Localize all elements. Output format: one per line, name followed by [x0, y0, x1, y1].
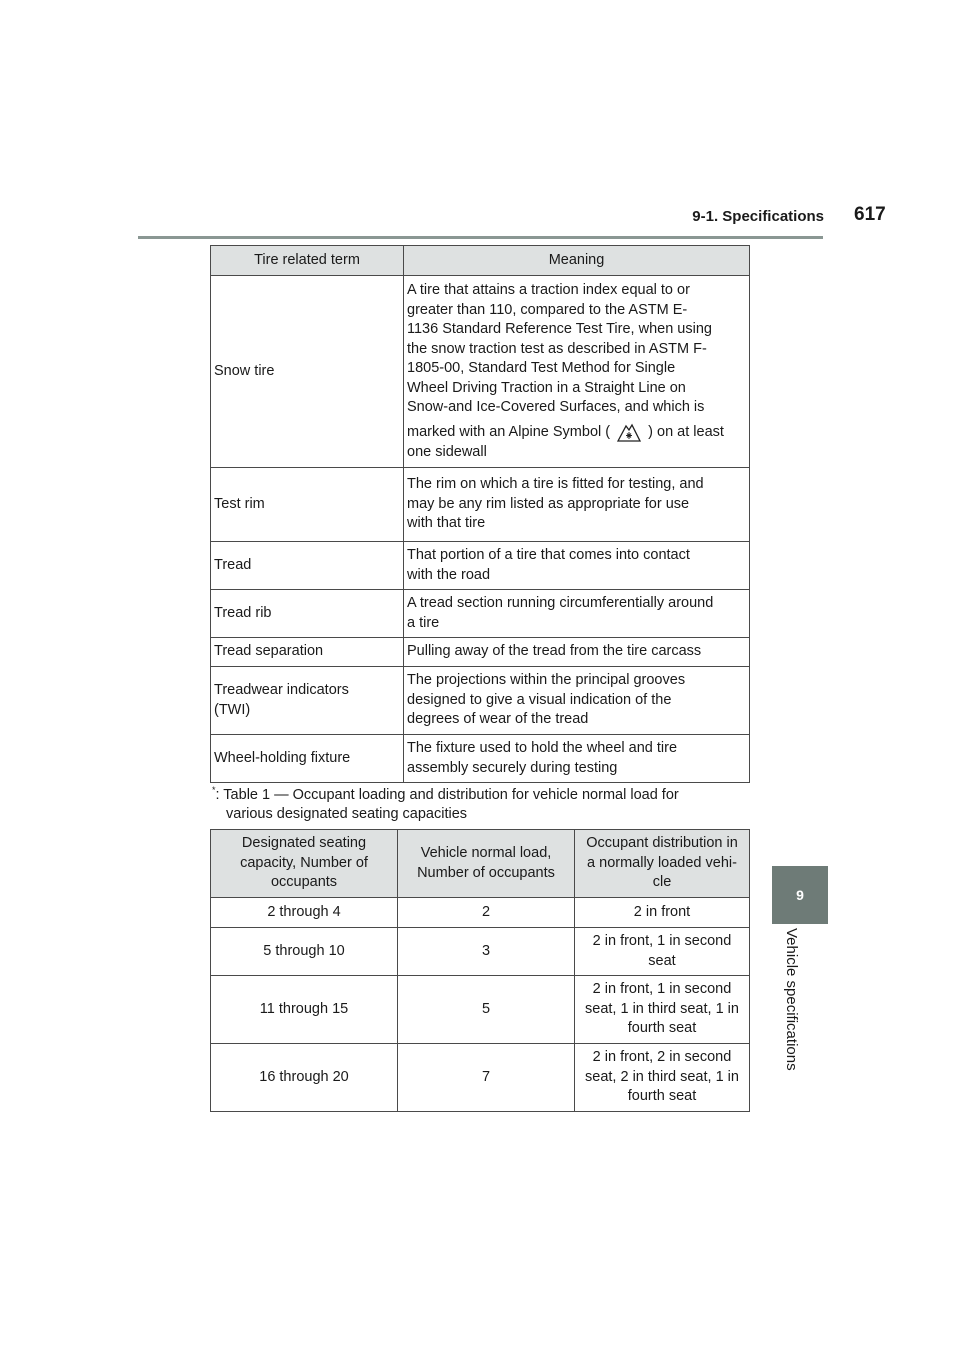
table-row: [211, 542, 750, 590]
term-cell: Wheel-holding fixture: [211, 735, 404, 783]
header-meaning: Meaning: [404, 246, 750, 276]
distribution-line: fourth seat: [627, 1088, 697, 1105]
header-line: capacity, Number of: [240, 854, 368, 871]
distribution-line: 2 in front: [633, 903, 691, 920]
load-cell: 7: [398, 1044, 575, 1112]
distribution-line: 2 in front, 1 in second: [592, 933, 732, 949]
meaning-line: assembly securely during testing: [407, 759, 618, 776]
term-cell: Tread rib: [211, 590, 404, 638]
section-title: 9-1. Specifications: [692, 208, 824, 225]
meaning-cell: [404, 638, 750, 667]
meaning-line: A tire that attains a traction index equal to or: [407, 282, 690, 298]
meaning-cell: [404, 468, 750, 542]
meaning-cell: [404, 276, 750, 468]
distribution-cell: [575, 1044, 750, 1112]
table-row: [211, 667, 750, 735]
chapter-number: 9: [796, 887, 804, 903]
load-cell: 5: [398, 976, 575, 1044]
table-header-row: [211, 830, 750, 898]
distribution-line: fourth seat: [627, 1020, 697, 1037]
table-row: [211, 638, 750, 667]
term-cell: Test rim: [211, 468, 404, 542]
load-cell: 3: [398, 928, 575, 976]
header-capacity: [211, 830, 398, 898]
table-header-row: [211, 246, 750, 276]
meaning-line: designed to give a visual indication of the: [407, 691, 672, 708]
header-line: a normally loaded vehi-: [587, 854, 737, 871]
meaning-line: degrees of wear of the tread: [407, 711, 589, 728]
table-row: [211, 928, 750, 976]
meaning-line: Wheel Driving Traction in a Straight Line on: [407, 379, 686, 396]
meaning-line: 1805-00, Standard Test Method for Single: [407, 360, 676, 376]
occupant-loading-table: [210, 829, 750, 1112]
capacity-cell: 2 through 4: [211, 898, 398, 928]
meaning-line: The rim on which a tire is fitted for testing, and: [407, 476, 704, 493]
meaning-line: with that tire: [407, 515, 486, 532]
header-load: [398, 830, 575, 898]
table-footnote: [212, 781, 752, 825]
meaning-line: That portion of a tire that comes into contact: [407, 547, 690, 563]
chapter-side-label: [773, 928, 827, 1128]
term-line: (TWI): [214, 701, 251, 718]
chapter-tab: [772, 866, 828, 924]
page-header: [138, 200, 886, 239]
table-row: [211, 976, 750, 1044]
table-row: [211, 468, 750, 542]
meaning-cell: [404, 667, 750, 735]
meaning-text: marked with an Alpine Symbol (: [407, 423, 611, 440]
term-cell: Tread: [211, 542, 404, 590]
table-row: [211, 276, 750, 468]
meaning-cell: [404, 735, 750, 783]
meaning-line: The fixture used to hold the wheel and tire: [407, 740, 678, 756]
meaning-cell: [404, 590, 750, 638]
table-row: [211, 898, 750, 928]
meaning-line: with the road: [407, 566, 491, 583]
footnote-marker: *: [212, 785, 216, 795]
distribution-line: seat, 2 in third seat, 1 in: [585, 1068, 739, 1085]
meaning-line: greater than 110, compared to the ASTM E-: [407, 301, 688, 318]
header-line: cle: [652, 874, 672, 891]
term-line: Treadwear indicators: [214, 682, 349, 698]
meaning-line: the snow traction test as described in ASTM F-: [407, 340, 707, 357]
header-line: Number of occupants: [417, 864, 555, 881]
header-line: occupants: [270, 874, 338, 891]
footnote-text: : Table 1 — Occupant loading and distribution for vehicle normal load for: [215, 786, 679, 803]
table-row: [211, 1044, 750, 1112]
meaning-line: The projections within the principal grooves: [407, 672, 686, 689]
meaning-line: [407, 421, 746, 443]
header-line: Vehicle normal load,: [420, 845, 552, 861]
distribution-line: 2 in front, 1 in second: [592, 981, 732, 998]
distribution-cell: [575, 898, 750, 928]
footnote-text: various designated seating capacities: [226, 806, 468, 823]
meaning-line: A tread section running circumferentially around: [407, 595, 714, 611]
distribution-cell: [575, 976, 750, 1044]
meaning-line: may be any rim listed as appropriate for use: [407, 495, 690, 512]
table-row: [211, 590, 750, 638]
load-cell: 2: [398, 898, 575, 928]
term-cell: Snow tire: [211, 276, 404, 468]
capacity-cell: 5 through 10: [211, 928, 398, 976]
term-cell: [211, 667, 404, 735]
alpine-symbol-icon: [614, 421, 644, 443]
header-term: Tire related term: [211, 246, 404, 276]
header-line: Occupant distribution in: [586, 835, 738, 852]
meaning-cell: [404, 542, 750, 590]
capacity-cell: 11 through 15: [211, 976, 398, 1044]
chapter-title: Vehicle specifications: [783, 928, 800, 1071]
distribution-line: seat, 1 in third seat, 1 in: [585, 1000, 739, 1017]
tire-terms-table: [210, 245, 750, 783]
meaning-line: one sidewall: [407, 443, 487, 460]
distribution-cell: [575, 928, 750, 976]
meaning-line: Pulling away of the tread from the tire carcass: [407, 643, 702, 660]
meaning-line: 1136 Standard Reference Test Tire, when using: [407, 321, 712, 337]
meaning-text: ) on at least: [648, 423, 724, 440]
distribution-line: seat: [648, 952, 676, 969]
distribution-line: 2 in front, 2 in second: [592, 1049, 732, 1066]
table-row: [211, 735, 750, 783]
term-cell: Tread separation: [211, 638, 404, 667]
page-number: 617: [854, 204, 886, 225]
meaning-line: Snow-and Ice-Covered Surfaces, and which is: [407, 399, 705, 415]
capacity-cell: 16 through 20: [211, 1044, 398, 1112]
header-line: Designated seating: [241, 835, 367, 852]
meaning-line: a tire: [407, 614, 440, 631]
header-distribution: [575, 830, 750, 898]
